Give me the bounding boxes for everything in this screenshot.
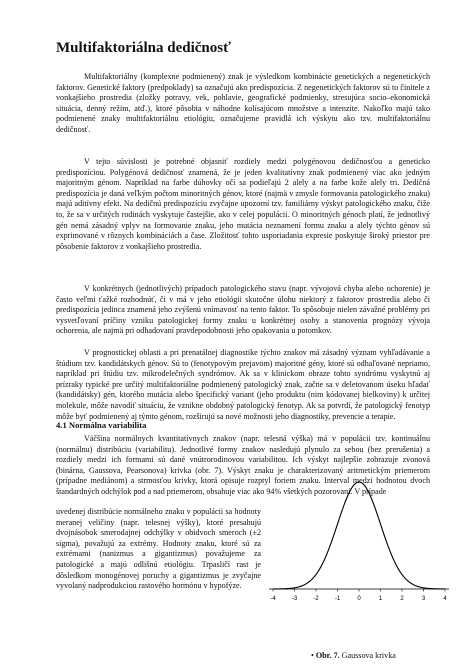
section-heading: 4.1 Normálna variabilita <box>56 420 147 430</box>
paragraph-concrete-cases: V konkrétnych (jednotlivých) prípadoch patologického stavu (napr. vývojová chyba alebo ochorenie) je často veľmi ťažké rozhodnúť, či v má v jeho etiológii skutočne úlohu niektorý z faktorov prostredia alebo či predispozícia jedinca znamená jeho zvýšenú vnímavosť na tento faktor. To spôsobuje nielen závažné problémy pri vysvetľovaní príčiny vzniku patologickej formy znaku u konkrétnej osoby a stanovenia prognózy vývoja ochorenia, ale najmä pri odhadovaní pravdepodobnosti jeho opakovania u potomkov. <box>56 284 430 336</box>
x-tick-label: 2 <box>400 596 404 602</box>
gaussian-curve-figure <box>261 472 457 607</box>
x-tick-label: -2 <box>313 596 319 602</box>
bell-curve <box>273 482 445 589</box>
figure-caption <box>311 651 396 660</box>
x-tick-label: 1 <box>378 596 383 602</box>
paragraph-polygenic: V tejto súvislosti je potrebné objasniť rozdiely medzi polygénovou dedičnosťou a geneticko predispozíciou. Polygénová dedičnosť znamená, že je jeden kvalitatívny znak podmienený viac ako jedným majoritným génom. Napríklad na farbe dúhovky očí sa podieľajú 2 alely a na farbe kože alely tri. Dedičná predispozícia je daná veľkým počtom minoritných génov, ktoré (najmä v zmysle formovania patologického znaku) majú aditívny efekt. Na dedičnú predispozíciu zvyčajne upozorní tzv. familiárny výskyt patologického znaku, čiže to, že sa v určitých rodinách vyskytuje častejšie, ako v celej populácii. O minoritných génoch platí, že jednotlivý gén nemá zásadný vplyv na formovanie znaku, jeho mutácia neznamení formu znaku a alely týchto génov sú exprimované v rôznych kombináciách a čase. Zložitosť tohto usporiadania expresie poskytuje široký priestor pre pôsobenie faktorov z vonkajšieho prostredia. <box>56 157 430 251</box>
caption-text: Gaussova krivka <box>341 651 396 660</box>
paragraph-intro: Multifaktoriálny (komplexne podmienený) znak je výsledkom kombinácie genetických a negenetických faktorov. Genetické faktory (predpoklady) sa označujú ako predispozícia. Z negenetických faktorov sú to činitele z vonkajšieho prostredia (zložky potravy, vek, pohlavie, geografické podmienky, stresujúca socio–ekonomická situácia, denný režim, atď.), ktoré pôsobia v náhodne kolísajúcom množstve a intenzite. Nakoľko majú tako podmienené znaky multifaktoriálnu etiológiu, označujeme pravidlá ich výskytu ako tzv. multifaktoriálnu dedičnosť. <box>56 72 430 134</box>
x-tick-label: 0 <box>357 596 361 602</box>
caption-label: Obr. 7. <box>315 651 340 660</box>
page-title: Multifaktoriálna dedičnosť <box>56 40 231 56</box>
paragraph-extremes: uvedenej distribúcie normálneho znaku v populácii sa hodnoty meranej veličiny (napr. telesnej výšky), ktoré presahujú dvojnásobok smerodajnej odchýlky v obidvoch smeroch (±2 sigma), považujú za extrémy. Hodnoty znaku, ktoré sú za extrémami (nanizmus a gigantizmus) považujeme za patologické a majú odlišnú etiológiu. Trpasličí rast je dôsledkom monogénovej poruchy a gigantizmus je zvyčajne vyvolaný nadprodukciou rastového hormónu v hypofýze. <box>56 507 261 591</box>
paragraph-normal-variability: Väčšina normálnych kvantitatívnych znakov (napr. telesná výška) má v populácii tzv. kontinuálnu (normálnu) distribúciu (variabilitu). Jednotlivé formy znakov nasledujú plynulo za sebou (bez prerušenia) a rozdiely medzi ich formami sú dané vnútrorodinovou variabilitou. Ich výskyt najlepšie zobrazuje zvonová (binárna, Gaussova, Pearsonova) krivka (obr. 7). Výskyt znaku je charakterizovaný aritmetickým priemerom (prípadne mediánom) a strmosťou krivky, ktorá opisuje rozptyl foriem znaku. Interval medzi hodnotou dvoch štandardných odchýlok pod a nad priemerom, obsahuje viac ako 94% všetkých pozorovaní. V prípade <box>56 434 430 496</box>
x-tick-label: -3 <box>291 596 298 602</box>
x-tick-label: -4 <box>270 596 276 602</box>
x-tick-label: 4 <box>443 596 447 602</box>
paragraph-prognostic: V prognostickej oblasti a pri prenatálnej diagnostike týchto znakov má zásadný význam vyhľadávanie a štúdium tzv. kandidátskych génov. Sú to (fenotypovým prejavom) majoritné gény, ktoré sú odhaľované nepriamo, napríklad pri štúdiu tzv. mikrodelečných syndrómov. Ak sa v klinickom obraze tohto syndrómu vyskytnú aj prízraky typické pre určitý multifaktoriálne podmienený patologický znak, začne sa v deletovanom úseku hľadať (kandidátsky) gén, ktorého mutácia alebo špecifický variant (jeho produktu (nim kódovanej bielkoviny) k určitej molekule, môže navodiť situáciu, že vznikne obdobný patologický fenotyp. Ak sa potvrdí, že patologický fenotyp môže byť podmienený aj týmto génom, rozširujú sa nové možnosti jeho diagnostiky, prevencie a terapie. <box>56 348 430 421</box>
x-tick-label: 3 <box>421 596 426 602</box>
caption-bullet: • <box>311 651 314 660</box>
x-tick-label: -1 <box>334 596 341 602</box>
